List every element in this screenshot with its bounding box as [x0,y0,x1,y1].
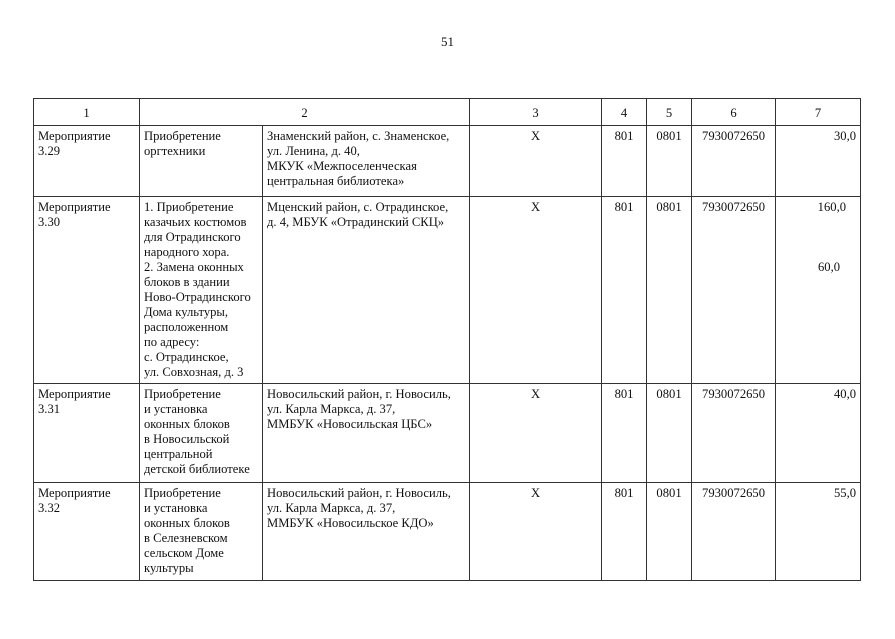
col4-cell: 801 [602,384,647,483]
col5-cell: 0801 [647,384,692,483]
header-col-7: 7 [776,99,861,126]
address-cell: Новосильский район, г. Новосиль, ул. Карла Маркса, д. 37, ММБУК «Новосильская ЦБС» [263,384,470,483]
col5-cell: 0801 [647,483,692,581]
amount-primary: 160,0 [817,200,847,214]
event-cell: Мероприятие 3.32 [34,483,140,581]
amount-cell: 55,0 [776,483,861,581]
page-number: 51 [441,34,454,49]
budget-table [33,98,861,581]
col6-cell: 7930072650 [692,126,776,197]
header-row [34,99,861,126]
address-cell: Знаменский район, с. Знаменское, ул. Ленина, д. 40, МКУК «Межпоселенческая центральная библиотека» [263,126,470,197]
amount-secondary: 60,0 [817,260,841,274]
amount-cell: 30,0 [776,126,861,197]
table-row [34,384,861,483]
amount-cell: 40,0 [776,384,861,483]
table-row [34,197,861,384]
amount-cell [776,197,861,384]
event-cell: Мероприятие 3.31 [34,384,140,483]
col3-cell: Х [470,197,602,384]
item-cell: Приобретение оргтехники [140,126,263,197]
col3-cell: Х [470,126,602,197]
col4-cell: 801 [602,126,647,197]
col3-cell: Х [470,483,602,581]
col3-cell: Х [470,384,602,483]
col4-cell: 801 [602,197,647,384]
event-cell: Мероприятие 3.30 [34,197,140,384]
table-row [34,483,861,581]
col6-cell: 7930072650 [692,197,776,384]
header-col-5: 5 [647,99,692,126]
item-cell: Приобретение и установка оконных блоков в Новосильской центральной детской библиотеке [140,384,263,483]
col5-cell: 0801 [647,197,692,384]
header-col-6: 6 [692,99,776,126]
header-col-1: 1 [34,99,140,126]
address-cell: Новосильский район, г. Новосиль, ул. Карла Маркса, д. 37, ММБУК «Новосильское КДО» [263,483,470,581]
header-col-3: 3 [470,99,602,126]
table-row [34,126,861,197]
header-col-2: 2 [140,99,470,126]
col4-cell: 801 [602,483,647,581]
item-cell: Приобретение и установка оконных блоков в Селезневском сельском Доме культуры [140,483,263,581]
address-cell: Мценский район, с. Отрадинское, д. 4, МБУК «Отрадинский СКЦ» [263,197,470,384]
col6-cell: 7930072650 [692,483,776,581]
event-cell: Мероприятие 3.29 [34,126,140,197]
col6-cell: 7930072650 [692,384,776,483]
header-col-4: 4 [602,99,647,126]
col5-cell: 0801 [647,126,692,197]
item-cell: 1. Приобретение казачьих костюмов для Отрадинского народного хора. 2. Замена оконных блоков в здании Ново-Отрадинского Дома культуры, расположенном по адресу: с. Отрадинское, ул. Совхозная, д. 3 [140,197,263,384]
